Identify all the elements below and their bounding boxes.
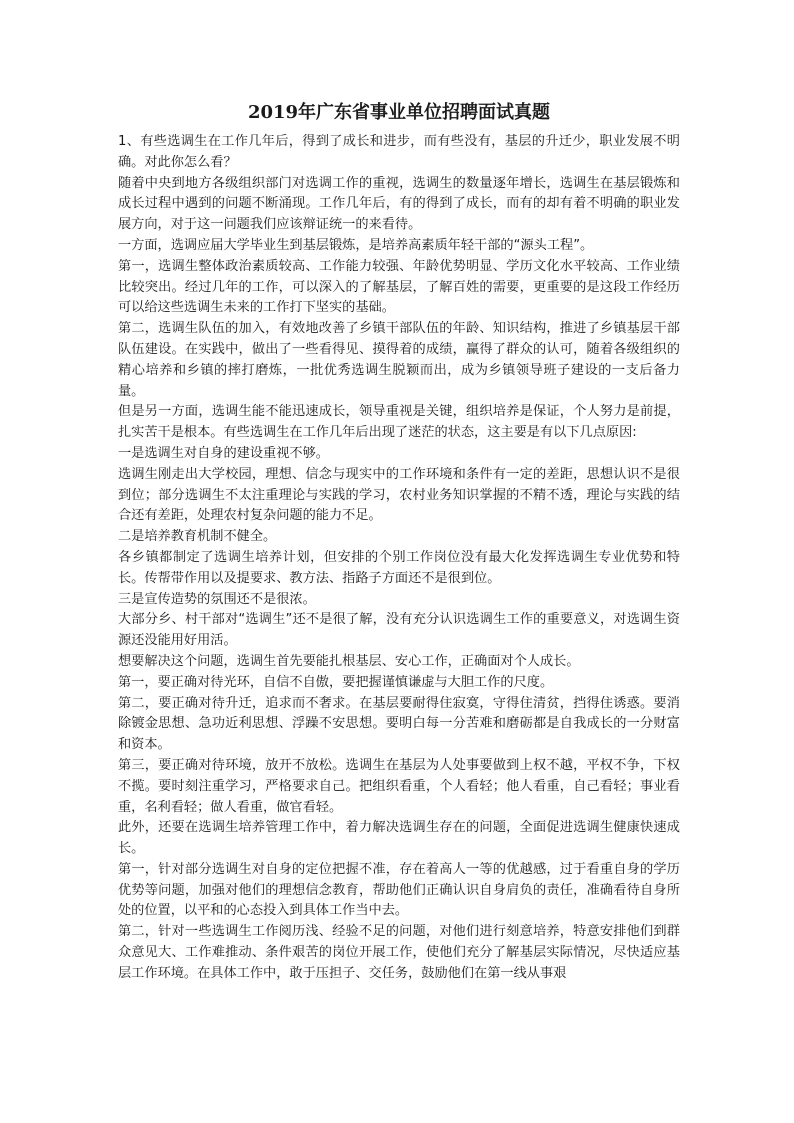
paragraph: 但是另一方面，选调生能不能迅速成长，领导重视是关键，组织培养是保证，个人努力是前提，扎实苦干是根本。有些选调生在工作几年后出现了迷茫的状态，这主要是有以下几点原因: (118, 404, 680, 441)
paragraph: 第三，要正确对待环境，放开不放松。选调生在基层为人处事要做到上权不越，平权不争，下权不揽。要时刻注重学习，严格要求自己。把组织看重，个人看轻；他人看重，自己看轻；事业看重，名利看轻；做人看重，做官看轻。 (118, 757, 680, 815)
paragraph: 此外，还要在选调生培养管理工作中，着力解决选调生存在的问题，全面促进选调生健康快速成长。 (118, 820, 680, 857)
document-title: 2019年广东省事业单位招聘面试真题 (247, 102, 551, 123)
paragraph: 三是宣传造势的氛围还不是很浓。 (118, 591, 316, 607)
paragraph: 想要解决这个问题，选调生首先要能扎根基层、安心工作，正确面对个人成长。 (118, 653, 580, 669)
paragraph: 第二，选调生队伍的加入，有效地改善了乡镇干部队伍的年龄、知识结构，推进了乡镇基层干部队伍建设。在实践中，做出了一些看得见、摸得着的成绩，赢得了群众的认可，随着各级组织的精心培养和乡镇的摔打磨炼，一批优秀选调生脱颖而出，成为乡镇领导班子建设的一支后备力量。 (118, 321, 680, 399)
paragraph: 随着中央到地方各级组织部门对选调工作的重视，选调生的数量逐年增长，选调生在基层锻炼和成长过程中遇到的问题不断涌现。工作几年后，有的得到了成长，而有的却有着不明确的职业发展方向，对于这一问题我们应该辩证统一的来看待。 (118, 175, 680, 233)
paragraph: 大部分乡、村干部对“选调生”还不是很了解，没有充分认识选调生工作的重要意义，对选调生资源还没能用好用活。 (118, 612, 680, 649)
paragraph: 第一，针对部分选调生对自身的定位把握不准，存在着高人一等的优越感，过于看重自身的学历优势等问题，加强对他们的理想信念教育，帮助他们正确认识自身肩负的责任，准确看待自身所处的位置，以平和的心态投入到具体工作当中去。 (118, 861, 680, 919)
document-page (118, 100, 680, 985)
paragraph: 第二，针对一些选调生工作阅历浅、经验不足的问题，对他们进行刻意培养，特意安排他们到群众意见大、工作难推动、条件艰苦的岗位开展工作，使他们充分了解基层实际情况，尽快适应基层工作环境。在具体工作中，敢于压担子、交任务，鼓励他们在第一线从事艰 (118, 924, 680, 981)
paragraph: 二是培养教育机制不健全。 (118, 529, 277, 545)
paragraph: 第二，要正确对待升迁，追求而不奢求。在基层要耐得住寂寞，守得住清贫，挡得住诱惑。要消除镀金思想、急功近利思想、浮躁不安思想。要明白每一分苦难和磨砺都是自我成长的一分财富和资本。 (118, 695, 680, 753)
paragraph: 1、有些选调生在工作几年后，得到了成长和进步，而有些没有，基层的升迁少，职业发展不明确。对此你怎么看？ (118, 134, 680, 170)
paragraph: 第一，选调生整体政治素质较高、工作能力较强、年龄优势明显、学历文化水平较高、工作业绩比较突出。经过几年的工作，可以深入的了解基层，了解百姓的需要，更重要的是这段工作经历可以给这些选调生未来的工作打下坚实的基础。 (118, 258, 680, 316)
paragraph: 第一，要正确对待光环，自信不自傲，要把握谨慎谦虚与大胆工作的尺度。 (118, 674, 554, 690)
paragraph: 各乡镇都制定了选调生培养计划，但安排的个别工作岗位没有最大化发挥选调生专业优势和特长。传帮带作用以及提要求、教方法、指路子方面还不是很到位。 (118, 549, 680, 586)
paragraph: 选调生刚走出大学校园，理想、信念与现实中的工作环境和条件有一定的差距，思想认识不是很到位；部分选调生不太注重理论与实践的学习，农村业务知识掌握的不精不透，理论与实践的结合还有差距，处理农村复杂问题的能力不足。 (118, 466, 680, 524)
paragraph: 一方面，选调应届大学毕业生到基层锻炼，是培养高素质年轻干部的“源头工程”。 (118, 237, 594, 253)
paragraph: 一是选调生对自身的建设重视不够。 (118, 445, 329, 461)
